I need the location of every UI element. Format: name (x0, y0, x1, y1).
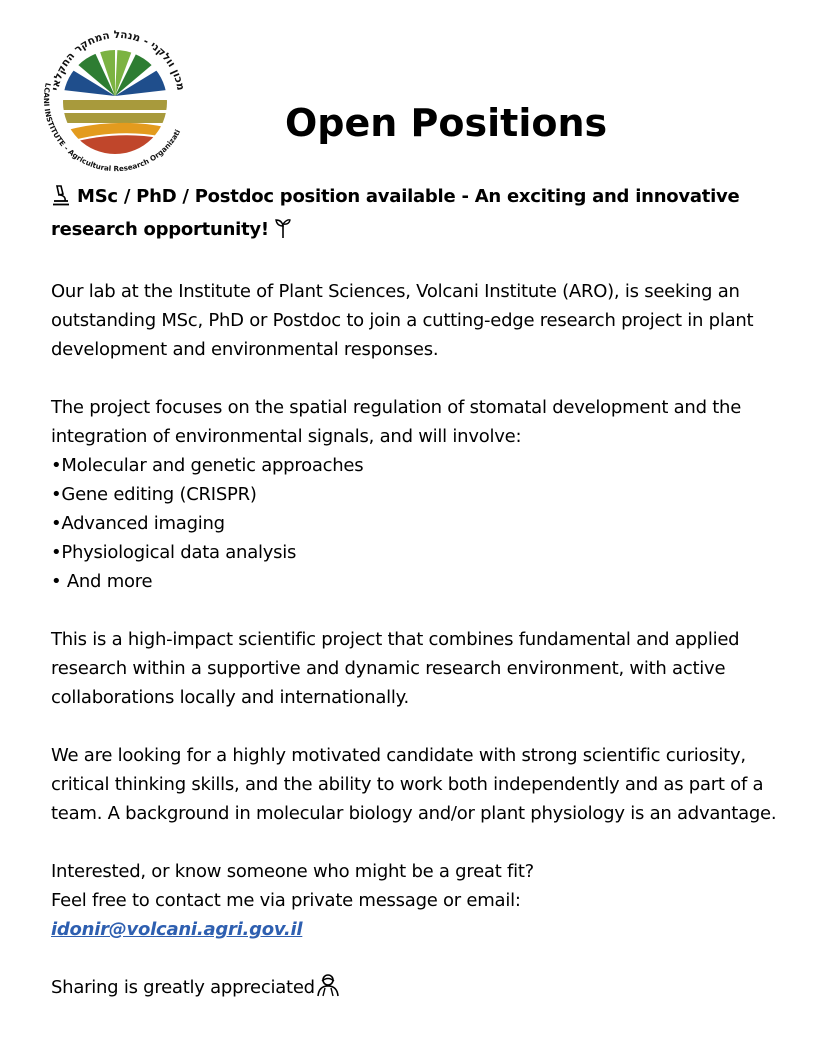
volcani-institute-logo (30, 20, 195, 175)
interested-line: Interested, or know someone who might be a great fit? (51, 861, 534, 882)
impact-paragraph: This is a high-impact scientific project that combines fundamental and applied research within a supportive and dynamic research environment, with active collaborations locally and internationally. (51, 629, 740, 708)
logo-hebrew-text: מכון וולקני - מנהל המחקר החקלאי (49, 28, 187, 92)
headline-text: MSc / PhD / Postdoc position available - An exciting and innovative research opportunity! (51, 186, 740, 240)
person-bowing-icon (315, 973, 341, 1006)
intro-paragraph: Our lab at the Institute of Plant Sciences, Volcani Institute (ARO), is seeking an outstanding MSc, PhD or Postdoc to join a cutting-edge research project in plant development and environmental responses. (51, 281, 754, 360)
sharing-text: Sharing is greatly appreciated (51, 977, 315, 998)
list-item: •Advanced imaging (51, 513, 225, 534)
project-paragraph: The project focuses on the spatial regulation of stomatal development and the integration of environmental signals, and will involve: (51, 397, 742, 447)
contact-line: Feel free to contact me via private message or email: (51, 890, 521, 911)
headline (51, 182, 791, 248)
methods-list (51, 451, 791, 596)
list-item: •Physiological data analysis (51, 542, 297, 563)
list-item: • And more (51, 571, 153, 592)
list-item: •Molecular and genetic approaches (51, 455, 364, 476)
candidate-paragraph: We are looking for a highly motivated candidate with strong scientific curiosity, critical thinking skills, and the ability to work both independently and as part of a team. A background in molecular biology and/or plant physiology is an advantage. (51, 745, 777, 824)
document-body (51, 182, 791, 1006)
logo-english-text: LCANI INSTITUTE - Agricultural Research Organizati (41, 82, 183, 174)
list-item: •Gene editing (CRISPR) (51, 484, 257, 505)
sharing-line (51, 973, 791, 1006)
microscope-icon (51, 184, 71, 215)
email-link[interactable]: idonir@volcani.agri.gov.il (51, 919, 303, 940)
seedling-icon (275, 217, 291, 248)
page-title: Open Positions (285, 101, 608, 145)
